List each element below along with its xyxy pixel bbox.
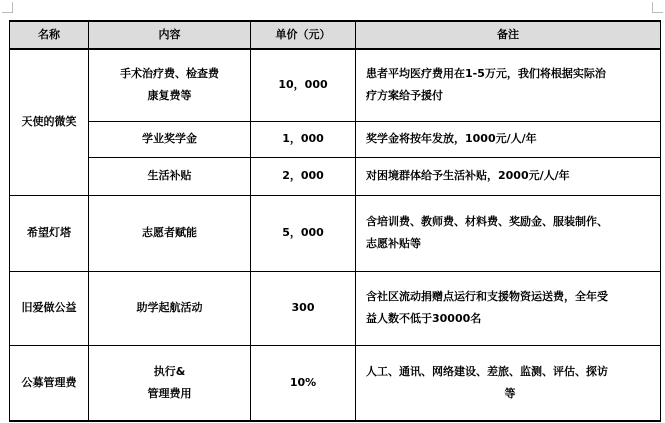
table-row [10,271,661,345]
cell-content [89,345,251,421]
content-line: 执行& [153,364,186,378]
cell-note [356,271,661,345]
cell-note: 奖学金将按年发放，1000元/人/年 [356,121,661,157]
table-row [10,345,661,421]
cell-price: 300 [251,271,356,345]
table-header-row [10,21,661,49]
cell-name-old-love-charity: 旧爱做公益 [10,271,89,345]
cell-name-management-fee: 公募管理费 [10,345,89,421]
content-line: 手术治疗费、检查费 [120,67,219,81]
note-line: 益人数不低于30000名 [366,312,482,325]
cell-price: 1，000 [251,121,356,157]
cell-price: 5，000 [251,195,356,271]
cell-content: 生活补贴 [89,157,251,195]
cell-content [89,49,251,121]
budget-table [9,20,661,422]
header-price: 单价（元） [251,21,356,49]
crop-mark-icon [2,2,13,13]
table-row [10,49,661,121]
header-note: 备注 [356,21,661,49]
crop-mark-icon [652,2,663,13]
cell-price: 2，000 [251,157,356,195]
note-line: 等 [504,386,516,400]
cell-note [356,345,661,421]
cell-note [356,195,661,271]
header-content: 内容 [89,21,251,49]
note-line: 人工、通讯、网络建设、差旅、监测、评估、探访 [366,364,608,378]
header-name: 名称 [10,21,89,49]
content-line: 管理费用 [147,386,192,400]
table-row [10,121,661,157]
cell-name-angel-smile: 天使的微笑 [10,49,89,195]
cell-note [356,49,661,121]
note-line: 患者平均医疗费用在1-5万元，我们将根据实际治 [366,67,606,81]
cell-price: 10，000 [251,49,356,121]
cell-price: 10% [251,345,356,421]
cell-content: 学业奖学金 [89,121,251,157]
table-row [10,195,661,271]
note-line: 含培训费、教师费、材料费、奖励金、服装制作、 [366,215,608,228]
cell-content: 志愿者赋能 [89,195,251,271]
cell-name-hope-lighthouse: 希望灯塔 [10,195,89,271]
cell-content: 助学起航活动 [89,271,251,345]
table-row [10,157,661,195]
note-line: 疗方案给予援付 [366,89,443,103]
note-line: 含社区流动捐赠点运行和支援物资运送费，全年受 [366,290,608,303]
cell-note: 对困境群体给予生活补贴，2000元/人/年 [356,157,661,195]
content-line: 康复费等 [147,89,192,103]
note-line: 志愿补贴等 [366,237,421,250]
